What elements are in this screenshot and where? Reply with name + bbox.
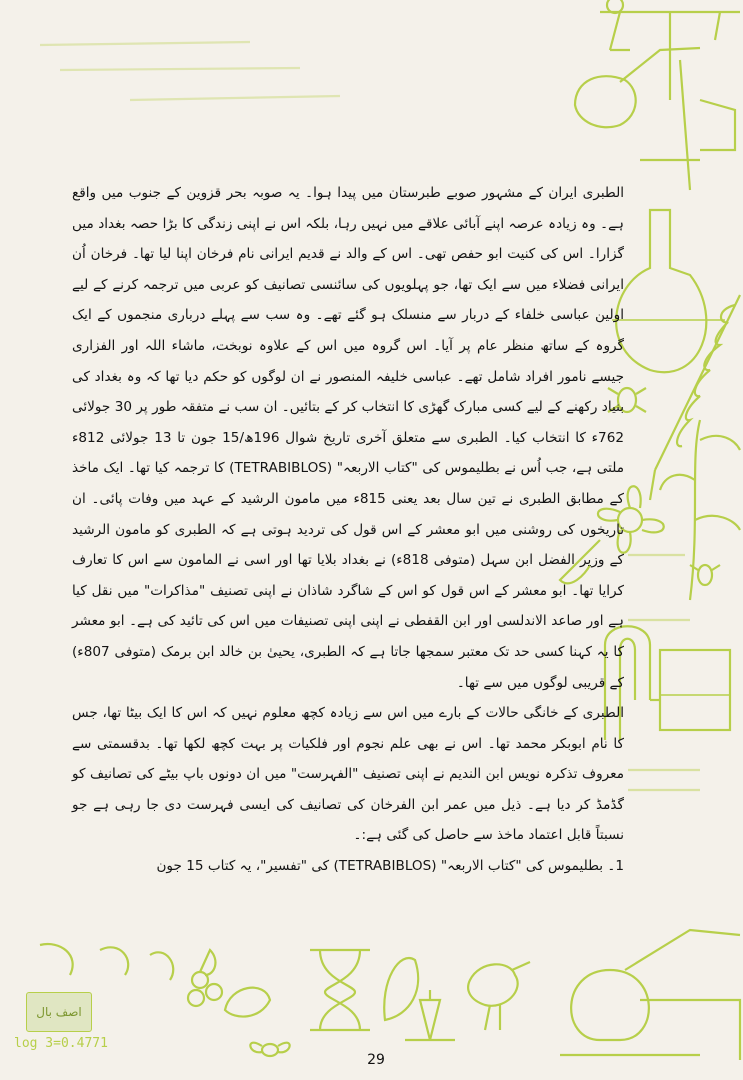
main-text <box>72 178 624 882</box>
fly-icon <box>250 1043 289 1056</box>
faded-margin-labels <box>628 555 700 790</box>
corner-leaf-icon <box>40 944 173 980</box>
page-number: 29 <box>367 1052 385 1068</box>
condenser-coil-icon <box>650 295 740 500</box>
list-item: 1۔ بطلیموس کی "کتاب الاربعہ" (TETRABIBLOS) کی "تفسیر"، یہ کتاب 15 جون <box>156 858 624 875</box>
footer-formula: log 3=0.4771 <box>14 1036 108 1051</box>
faded-background-text <box>40 42 340 100</box>
berries-icon <box>188 950 222 1006</box>
bird-icon <box>468 962 530 1030</box>
paragraph: الطبری کے خانگی حالات کے بارے میں اس سے زیادہ کچھ معلوم نہیں کہ اس کا ایک بیٹا تھا، جس کا نام ابوبکر محمد تھا۔ اس نے بھی علم نجوم اور فلکیات پر بہت کچھ لکھا تھا۔ بدقسمتی سے معروف تذکرہ نویس ابن الندیم نے اپنی تصنیف "الفہرست" میں ان دونوں باپ بیٹے کی تصانیف کو گڈمڈ کر دیا ہے۔ ذیل میں عمر ابن الفرخان کی تصانیف کی ایسی فہرست دی جا رہی ہے جو نسبتاً قابل اعتماد ماخذ سے حاصل کی گئی ہے:۔ <box>72 705 624 844</box>
paragraph: الطبری ایران کے مشہور صوبے طبرستان میں پیدا ہوا۔ یہ صوبہ بحر قزوین کے جنوب میں واقع ہے۔ وہ زیادہ عرصہ اپنے آبائی علاقے میں نہیں رہا، بلکہ اس نے اپنی زندگی کا بڑا حصہ بغداد میں گزارا۔ اس کی کنیت ابو حفص تھی۔ اس کے والد نے قدیم ایرانی نام فرخان اپنا لیا تھا۔ فرخان اُن ایرانی فضلاء میں سے ایک تھا، جو پہلویوں کی سائنسی تصانیف کو عربی میں ترجمہ کرنے کے لیے اولین عباسی خلفاء کے دربار سے منسلک ہو گئے تھے۔ وہ سب سے پہلے درباری منجموں کے ایک گروہ کے ساتھ منظر عام پر آیا۔ اس گروہ میں اس کے علاوہ نوبخت، ماشاء اللہ اور الفزاری جیسے نامور افراد شامل تھے۔ عباسی خلیفہ المنصور نے ان لوگوں کو حکم دیا تھا کہ وہ بغداد کی بنیاد رکھنے کے لیے کسی مبارک گھڑی کا انتخاب کر کے بتائیں۔ ان سب نے متفقہ طور پر 30 جولائی 762ء کا انتخاب کیا۔ الطبری سے متعلق آخری تاریخ شوال 196ھ/15 جون تا 13 جولائی 812ء ملتی ہے، جب اُس نے بطلیموس کی "کتاب الاربعہ" (TETRABIBLOS) کا ترجمہ کیا تھا۔ ایک ماخذ کے مطابق الطبری نے تین سال بعد یعنی 815ء میں مامون الرشید کے عہد میں وفات پائی۔ ان تاریخوں کی روشنی میں ابو معشر کے اس قول کی تردید ہوتی ہے کہ الطبری کو مامون الرشید کے وزیر الفضل ابن سہل (متوفی 818ء) نے بغداد بلایا تھا اور اسی نے المامون سے اس کا تعارف کرایا تھا۔ ابو معشر کے اس قول کو اس کے شاگرد شاذان نے اپنی تصنیف "مذاکرات" میں نقل کیا ہے اور صاعد الاندلسی اور ابن القفطی نے اپنی اپنی تصنیفات میں اس کی تائید کی ہے۔ ابو معشر کا یہ کہنا کسی حد تک معتبر سمجھا جاتا ہے کہ الطبری، یحییٰ بن خالد ابن برمک (متوفی 807ء) کے قریبی لوگوں میں سے تھا۔ <box>72 185 625 691</box>
flask-icon <box>612 210 725 372</box>
microscope-icon <box>405 990 455 1040</box>
plant-icon <box>660 420 740 600</box>
corner-note: اصف بال <box>26 992 92 1032</box>
retort-icon <box>575 48 735 190</box>
hourglass-icon <box>310 950 370 1030</box>
leaf-icon <box>225 958 418 1020</box>
scale-icon <box>600 0 740 100</box>
bug-icon <box>690 565 720 585</box>
distillation-flask-icon <box>560 930 740 1060</box>
